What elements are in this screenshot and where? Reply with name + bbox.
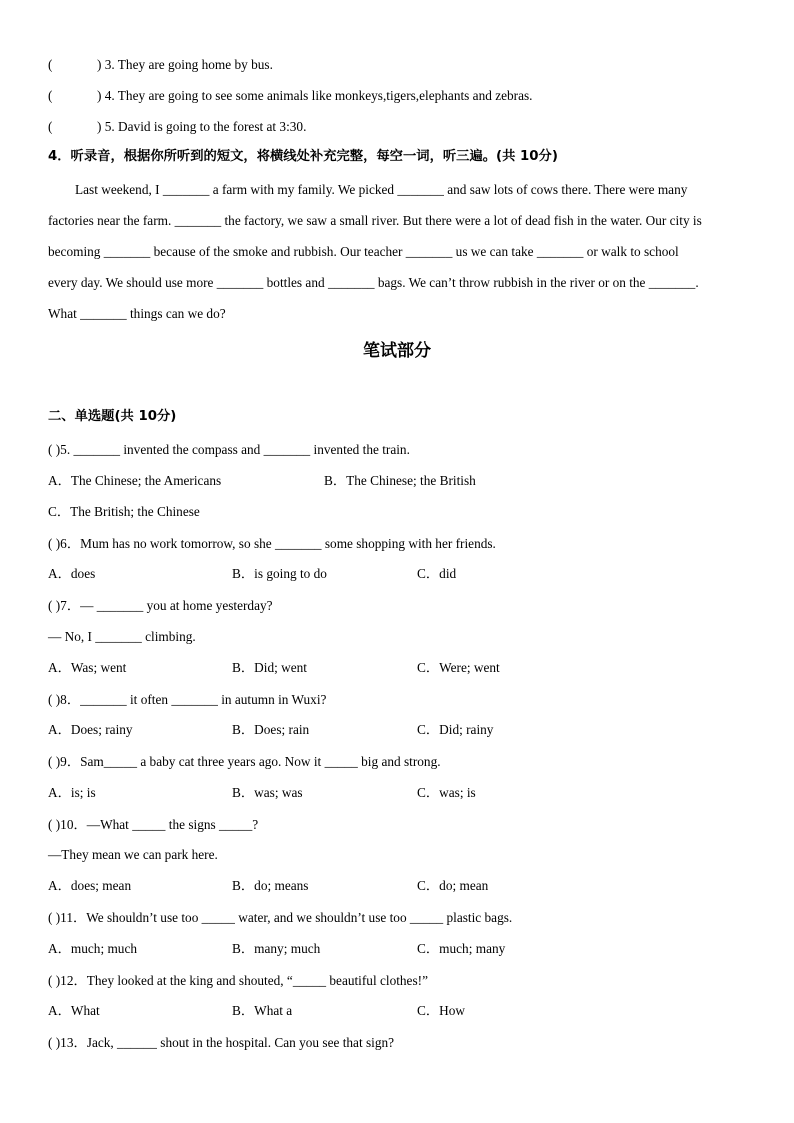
answer-bracket[interactable]: ( [48, 88, 53, 103]
question-5: ( )5. _______ invented the compass and _______ invented the train. [48, 442, 410, 457]
option-b[interactable]: B．is going to do [232, 566, 327, 581]
option-b[interactable]: B．many; much [232, 941, 321, 956]
listening-item-4 [48, 87, 754, 105]
section2-heading: 二、单选题(共 10分) [48, 409, 177, 424]
question-6: ( )6．Mum has no work tomorrow, so she _______ some shopping with her friends. [48, 536, 496, 551]
question-13: ( )13．Jack, ______ shout in the hospital. Can you see that sign? [48, 1035, 395, 1050]
option-b[interactable]: B．Did; went [232, 660, 307, 675]
question-9: ( )9．Sam_____ a baby cat three years ago. Now it _____ big and strong. [48, 754, 441, 769]
option-c[interactable]: C．was; is [417, 785, 476, 800]
option-c[interactable]: C．do; mean [417, 878, 489, 893]
option-c[interactable]: C．much; many [417, 941, 506, 956]
option-a[interactable]: A．What [48, 1003, 100, 1018]
question-8: ( )8．_______ it often _______ in autumn in Wuxi? [48, 692, 327, 707]
option-a[interactable]: A．does; mean [48, 878, 132, 893]
option-c[interactable]: C．How [417, 1003, 466, 1018]
option-b[interactable]: B．do; means [232, 878, 309, 893]
written-part-title: 笔试部分 [363, 341, 431, 361]
option-b[interactable]: B．What a [232, 1003, 293, 1018]
question-7: ( )7．— _______ you at home yesterday? [48, 598, 273, 613]
question-10-response: —They mean we can park here. [48, 847, 218, 862]
option-a[interactable]: A．The Chinese; the Americans [48, 473, 222, 488]
item-text: ) 3. They are going home by bus. [97, 57, 273, 72]
option-b[interactable]: B．Does; rain [232, 722, 310, 737]
listening-item-5 [48, 118, 754, 136]
option-b[interactable]: B．The Chinese; the British [324, 473, 476, 488]
section4-heading: 4．听录音，根据你所听到的短文，将横线处补充完整，每空一词，听三遍。(共 10分) [48, 149, 558, 164]
item-text: ) 4. They are going to see some animals like monkeys,tigers,elephants and zebras. [97, 88, 533, 103]
option-c[interactable]: C．did [417, 566, 457, 581]
answer-bracket[interactable]: ( [48, 119, 53, 134]
answer-bracket[interactable]: ( [48, 57, 53, 72]
option-a[interactable]: A．much; much [48, 941, 138, 956]
option-b[interactable]: B．was; was [232, 785, 303, 800]
passage-line-4: every day. We should use more _______ bottles and _______ bags. We can’t throw rubbish in the river or on the _______. [48, 275, 699, 290]
option-a[interactable]: A．Does; rainy [48, 722, 133, 737]
passage-line-1: Last weekend, I _______ a farm with my family. We picked _______ and saw lots of cows there. There were many [75, 182, 688, 197]
listening-item-3 [48, 56, 754, 74]
option-c[interactable]: C．Were; went [417, 660, 500, 675]
question-7-response: — No, I _______ climbing. [48, 629, 196, 644]
option-c[interactable]: C．The British; the Chinese [48, 504, 200, 519]
option-a[interactable]: A．does [48, 566, 96, 581]
passage-line-2: factories near the farm. _______ the factory, we saw a small river. But there were a lot of dead fish in the water. Our city is [48, 213, 702, 228]
question-12: ( )12．They looked at the king and shouted, “_____ beautiful clothes!” [48, 973, 428, 988]
option-a[interactable]: A．is; is [48, 785, 96, 800]
question-11: ( )11．We shouldn’t use too _____ water, and we shouldn’t use too _____ plastic bags. [48, 910, 513, 925]
passage-line-5: What _______ things can we do? [48, 306, 226, 321]
question-10: ( )10．—What _____ the signs _____? [48, 817, 259, 832]
option-c[interactable]: C．Did; rainy [417, 722, 494, 737]
item-text: ) 5. David is going to the forest at 3:30. [97, 119, 307, 134]
option-a[interactable]: A．Was; went [48, 660, 127, 675]
passage-line-3: becoming _______ because of the smoke and rubbish. Our teacher _______ us we can take _______ or walk to school [48, 244, 679, 259]
